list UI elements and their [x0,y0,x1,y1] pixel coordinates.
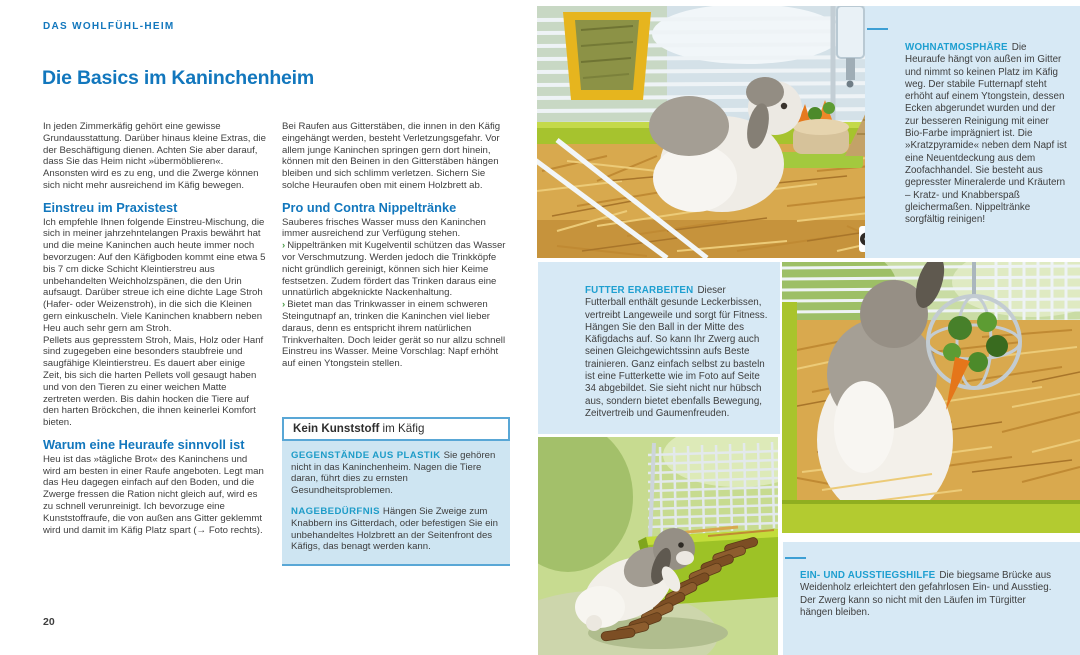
caption-label: WOHNATMOSPHÄRE [905,42,1008,53]
info-box-title-rest: im Käfig [379,421,425,435]
bullet-chevron: › [282,240,286,252]
info-box-kein-kunststoff [282,417,510,566]
photo-cage-overview [537,6,895,258]
info-box-item-text: Hängen Sie Zweige zum Knabbern ins Gitterdach, oder befestigen Sie ein unbehandeltes Holzbrett an der Seitenfront des Käfigs, das benagt werden kann. [291,505,498,553]
chapter-kicker: DAS WOHLFÜHL-HEIM [43,21,175,32]
caption-label: FUTTER ERARBEITEN [585,285,694,296]
photo-futterball [782,262,1080,533]
paragraph: Ich empfehle Ihnen folgende Einstreu-Mischung, die sich in meiner jahrzehntelangen Praxis bewährt hat und die meine Kaninchen auch heute immer noch bevorzugen: Auf den Käfigboden kommt eine etwa 5 bis 7 cm dicke Schicht Kleintierstreu aus unbehandelten Weichholzspänen, die den Urin aufsaugt. Darüber streue ich eine dichte Lage Stroh (Hafer- oder Weizenstroh), in die sich die Kleinen gern einkuscheln. Viele Kaninchen knabbern neben Heu auch sehr gern am Stroh. [43,216,266,334]
bullet-text: Nippeltränken mit Kugelventil schützen das Wasser vor Verschmutzung. Werden jedoch die Trinkköpfe nicht gründlich gereinigt, können sich hier Keime festsetzen. Zudem fördert das Trinken daraus eine unnatürlich abgeknickte Nackenhaltung. [282,240,506,299]
info-box-item [291,506,500,553]
caption-body: Die Heuraufe hängt von außen im Gitter und nimmt so keinen Platz im Käfig weg. Der stabile Futternapf steht erhöht auf einem Ytongstein, dessen Ecken abgerundet wurden und der zur besseren Reinigung mit einer Bio-Farbe imprägniert ist. Die »Kratzpyramide« neben dem Napf ist eine Neuentdeckung aus dem Zoofachhandel. Sie besteht aus gepresster Mineralerde und Kräutern – Kratz- und Knabberspaß gleichermaßen. Nippeltränke sorgfältig reinigen! [905,42,1067,226]
caption-text [585,285,768,420]
intro-paragraph: In jeden Zimmerkäfig gehört eine gewisse Grundausstattung. Darüber hinaus kleine Extras, die der Beschäftigung dienen. Achten Sie aber darauf, dass Sie das Heim nicht »übermöblieren«. Ansonsten wird es zu eng, und die Zwerge können sich nicht mehr ausreichend im Käfig bewegen. [43,121,266,191]
caption-body: Die biegsame Brücke aus Weidenholz erleichtert den gefahrlosen Ein- und Ausstieg. Der Zwerg kann so nicht mit den Läufen im Türgitter hängen bleiben. [800,570,1052,618]
bullet-chevron: › [282,299,286,311]
caption-rule [867,28,888,30]
info-box-item-text: Sie gehören nicht in das Kaninchenheim. Nagen die Tiere daran, führt dies zu ernsten Gesundheitsproblemen. [291,449,496,497]
caption-panel-wohnatmosphaere [865,6,1080,258]
text-column-1 [43,121,266,536]
page-title: Die Basics im Kaninchenheim [42,67,315,89]
text-column-2 [282,121,513,566]
caption-rule [785,557,806,559]
section-heading-nippeltraenke: Pro und Contra Nippeltränke [282,199,457,215]
caption-text [800,570,1060,619]
info-box-title-bold: Kein Kunststoff [293,421,380,435]
info-box-item-label: NAGEBEDÜRFNIS [291,505,380,517]
bullet-item [282,299,513,370]
caption-label: EIN- UND AUSSTIEGSHILFE [800,570,936,581]
caption-text [905,42,1067,226]
caption-panel-futter-erarbeiten [538,262,780,434]
page-number: 20 [43,616,55,628]
caption-panel-aussteigshilfe [783,542,1080,655]
caption-body: Dieser Futterball enthält gesunde Leckerbissen, vertreibt Langeweile und sorgt für Fitness. Hängen Sie den Ball in der Mitte des Käfigdachs auf. So kann Ihr Zwerg auch seinen Gleichgewichtssinn aufs Beste trainieren. Ganz einfach selbst zu basteln ist eine Futterkette wie im Foto auf Seite 34 abgebildet. Sie sieht nicht nur hübsch aus, sondern bietet ebenfalls Bewegung, Zeitvertreib und Gaumenfreuden. [585,285,768,419]
bullet-item [282,240,513,299]
info-box-item [291,450,500,497]
info-box-title [282,417,510,441]
section-heading-einstreu: Einstreu im Praxistest [43,199,178,215]
info-box-body [282,441,510,566]
paragraph: Sauberes frisches Wasser muss den Kaninchen immer ausreichend zur Verfügung stehen. [282,216,486,240]
info-box-item-label: GEGENSTÄNDE AUS PLASTIK [291,449,441,461]
section-heading-heuraufe: Warum eine Heuraufe sinnvoll ist [43,436,245,452]
bullet-text: Bietet man das Trinkwasser in einem schweren Steingutnapf an, trinken die Kaninchen viel lieber daraus, denn es entspricht ihrem natürlichen Trinkverhalten. Doch leider gerät so nur allzu schnell Einstreu ins Wasser. Meine Vorschlag: Napf erhöht auf einen Ytongstein stellen. [282,299,506,370]
photo-aussteigshilfe [538,437,778,655]
paragraph: Heu ist das »tägliche Brot« des Kaninchens und wird am besten in einer Raufe angeboten. Legt man das Heu dagegen einfach auf den Boden, und die Zwerge fressen die Ration nicht gleich auf, wird es zu schnell verunreinigt. Ich bevorzuge eine Kunststoffraufe, die von außen ans Gitter geklemmt wird und damit im Käfig Platz spart (→ Foto rechts). [43,453,264,536]
paragraph: Pellets aus gepresstem Stroh, Mais, Holz oder Hanf sind zugegeben eine besonders staubfreie und saugfähige Kleintierstreu. Es dauert aber einige Zeit, bis sich die harten Pellets voll gesaugt haben und von den Tieren zu einer weichen Matte zertreten werden. Bis dahin hocken die Tiere auf den harten Bröckchen, die ihnen keinerlei Komfort bieten. [43,334,264,429]
paragraph: Bei Raufen aus Gitterstäben, die innen in den Käfig eingehängt werden, besteht Verletzungsgefahr. Vor allem junge Kaninchen springen gern dort hinein, können mit den Beinen in den Gitterstäben hängen bleiben und sich schlimm verletzen. Sichern Sie solche Heuraufen oben mit einem Holzbrett ab. [282,121,501,191]
hay-rack [563,12,651,100]
